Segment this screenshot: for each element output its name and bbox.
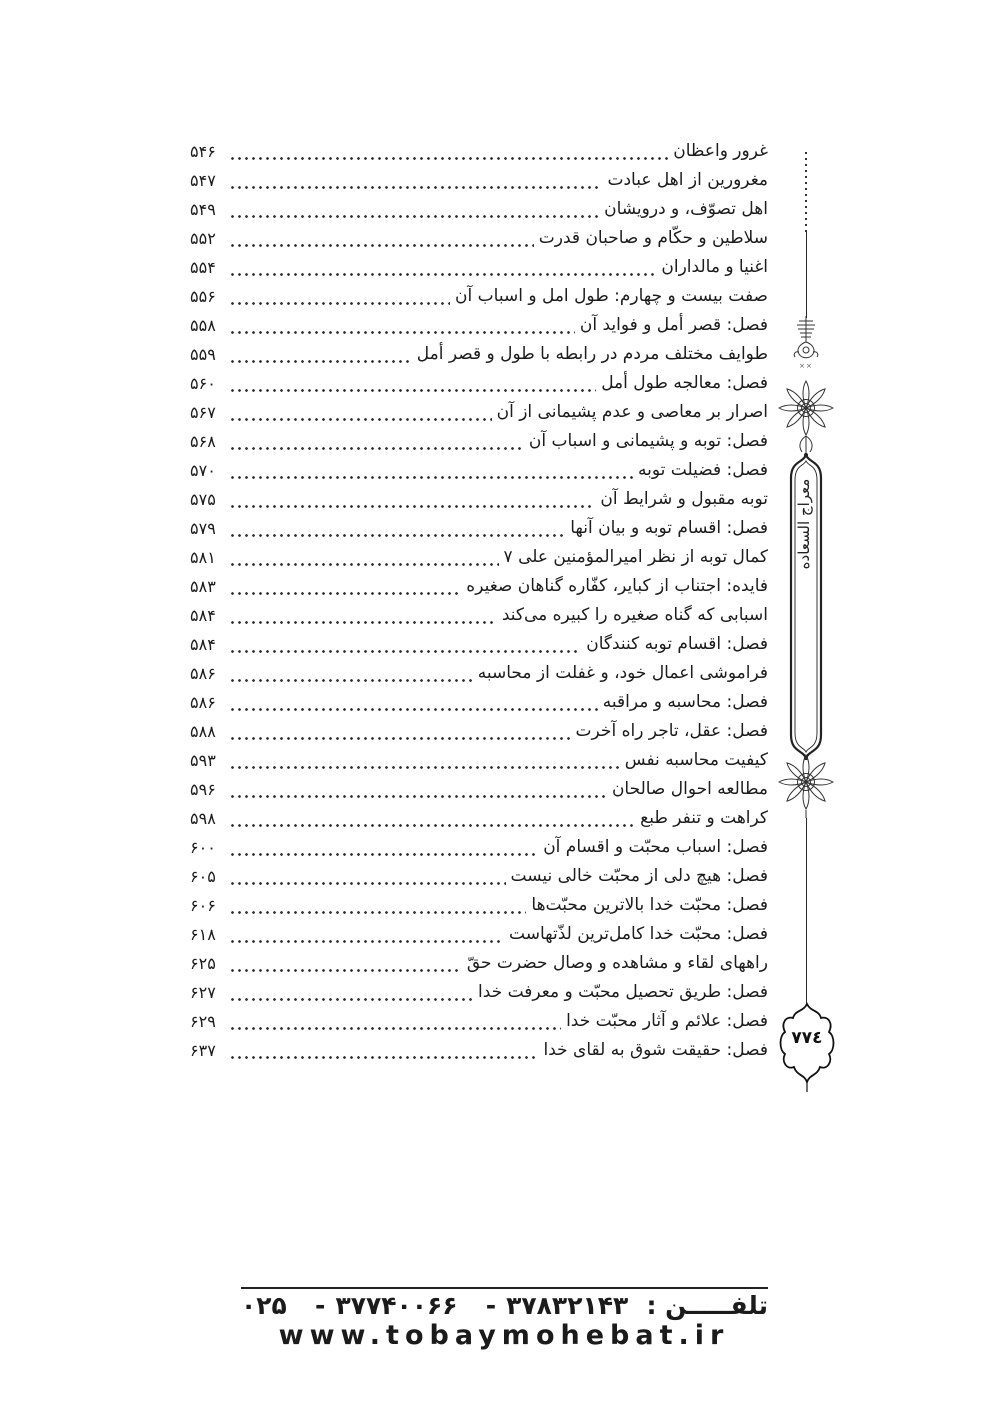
- footer-phone-number: ۳۷۷۴۰۰۶۶: [335, 1291, 458, 1320]
- toc-entry-row: [190, 630, 768, 659]
- toc-page-number: ۵۷۹: [190, 519, 216, 538]
- footer-phone-group: [476, 1292, 628, 1320]
- book-title-text: معراج السعاده: [795, 478, 813, 570]
- toc-page-number: ۵۴۷: [190, 171, 216, 190]
- toc-page-number: ۵۵۴: [190, 258, 216, 277]
- toc-page-number: ۵۷۰: [190, 461, 216, 480]
- toc-leader-dots: [229, 418, 492, 421]
- toc-entry-title: توبه مقبول و شرایط آن: [600, 489, 768, 509]
- toc-entry-row: [190, 456, 768, 485]
- toc-leader-dots: [229, 621, 497, 624]
- toc-page-number: ۵۵۹: [190, 345, 216, 364]
- toc-entry-row: [190, 601, 768, 630]
- toc-entry-title: سلاطین و حکّام و صاحبان قدرت: [538, 228, 768, 248]
- toc-entry-row: [190, 1007, 768, 1036]
- toc-entry-title: غرور واعظان: [673, 141, 768, 161]
- title-cartouche: [784, 453, 828, 760]
- toc-page-number: ۵۹۸: [190, 809, 216, 828]
- toc-entry-title: اغنیا و مالداران: [661, 257, 768, 277]
- toc-leader-dots: [229, 331, 575, 334]
- ornament-dotted-line: [805, 152, 807, 232]
- toc-leader-dots: [229, 592, 461, 595]
- toc-leader-dots: [229, 737, 571, 740]
- toc-entry-title: راههای لقاء و مشاهده و وصال حضرت حقّ: [466, 953, 768, 973]
- toc-entry-row: [190, 978, 768, 1007]
- toc-leader-dots: [229, 360, 412, 363]
- toc-leader-dots: [229, 911, 526, 914]
- toc-entry-title: صفت بیست و چهارم: طول امل و اسباب آن: [455, 286, 768, 306]
- toc-page-number: ۵۵۲: [190, 229, 216, 248]
- toc-entry-title: فایده: اجتناب از کبایر، کفّاره گناهان صغیره: [466, 576, 768, 596]
- toc-entry-row: [190, 1036, 768, 1065]
- toc-page-number: ۶۱۸: [190, 925, 216, 944]
- toc-entry-title: فصل: اسباب محبّت و اقسام آن: [543, 837, 768, 857]
- footer-phone-group: [241, 1292, 287, 1320]
- toc-entry-title: فصل: معالجه طول أمل: [601, 373, 768, 393]
- ornament-vertical-line-bottom: [806, 818, 808, 1004]
- toc-page-number: ۶۳۷: [190, 1041, 216, 1060]
- toc-page-number: ۵۸۶: [190, 693, 216, 712]
- ornament-sprig-icon: [786, 316, 826, 362]
- toc-leader-dots: [229, 650, 581, 653]
- toc-entry-row: [190, 253, 768, 282]
- toc-leader-dots: [229, 244, 534, 247]
- toc-page-number: ۶۰۵: [190, 867, 216, 886]
- toc-page-number: ۶۲۵: [190, 954, 216, 973]
- toc-leader-dots: [229, 505, 595, 508]
- toc-entry-title: کمال توبه از نظر امیرالمؤمنین علی ۷: [503, 547, 768, 567]
- toc-page-number: ۶۲۷: [190, 983, 216, 1002]
- footer-website: www.tobaymohebat.ir: [278, 1320, 730, 1351]
- toc-entry-title: مطالعه احوال صالحان: [611, 779, 768, 799]
- toc-leader-dots: [229, 534, 565, 537]
- toc-entry-title: اهل تصوّف، و درویشان: [604, 199, 768, 219]
- toc-entry-title: فصل: هیچ دلی از محبّت خالی نیست: [510, 866, 768, 886]
- toc-leader-dots: [229, 795, 607, 798]
- toc-leader-dots: [229, 389, 596, 392]
- toc-entry-row: [190, 572, 768, 601]
- toc-leader-dots: [229, 998, 473, 1001]
- toc-leader-dots: [229, 766, 620, 769]
- toc-page-number: ۵۸۱: [190, 548, 216, 567]
- ornament-vertical-line-top: [806, 232, 808, 318]
- toc-page-number: ۵۷۵: [190, 490, 216, 509]
- toc-entry-row: [190, 514, 768, 543]
- toc-entry-row: [190, 427, 768, 456]
- toc-leader-dots: [229, 302, 450, 305]
- toc-leader-dots: [229, 969, 462, 972]
- footer-separator: -: [315, 1291, 326, 1320]
- toc-page-number: ۵۸۸: [190, 722, 216, 741]
- toc-entry-title: فصل: قصر أمل و فواید آن: [579, 315, 768, 335]
- toc-leader-dots: [229, 853, 538, 856]
- ornament-rosette-top-icon: [778, 376, 834, 454]
- toc-entry-title: فصل: حقیقت شوق به لقای خدا: [543, 1040, 768, 1060]
- toc-leader-dots: [229, 273, 656, 276]
- toc-entry-title: فصل: عقل، تاجر راه آخرت: [575, 721, 768, 741]
- toc-entry-title: فصل: محبّت خدا کامل‌ترین لذّتهاست: [509, 924, 768, 944]
- toc-entry-row: [190, 717, 768, 746]
- toc-leader-dots: [229, 824, 635, 827]
- toc-page-number: ۵۶۰: [190, 374, 216, 393]
- footer-phone-label: تلفـــــن :: [646, 1291, 768, 1320]
- toc-leader-dots: [229, 679, 473, 682]
- toc-entry-row: [190, 137, 768, 166]
- footer-divider: [241, 1287, 768, 1289]
- footer-separator: -: [485, 1291, 497, 1320]
- toc-page-number: ۵۵۸: [190, 316, 216, 335]
- toc-entry-row: [190, 659, 768, 688]
- toc-leader-dots: [229, 157, 668, 160]
- toc-page-number: ۵۴۹: [190, 200, 216, 219]
- toc-page-number: ۵۸۴: [190, 635, 216, 654]
- toc-entry-row: [190, 311, 768, 340]
- toc-entry-title: فصل: محاسبه و مراقبه: [602, 692, 768, 712]
- toc-leader-dots: [229, 708, 598, 711]
- toc-entry-row: [190, 282, 768, 311]
- toc-leader-dots: [229, 447, 524, 450]
- footer-phone-line: [241, 1292, 768, 1320]
- ornament-mark-icon: ××: [799, 362, 813, 370]
- toc-entry-row: [190, 746, 768, 775]
- toc-entry-row: [190, 369, 768, 398]
- toc-entry-row: [190, 804, 768, 833]
- toc-page-number: ۵۶۷: [190, 403, 216, 422]
- toc-leader-dots: [229, 1056, 538, 1059]
- ornament-rosette-bottom-icon: [778, 750, 834, 818]
- toc-entry-title: طوایف مختلف مردم در رابطه با طول و قصر أمل: [416, 344, 768, 364]
- toc-page-number: ۵۵۶: [190, 287, 216, 306]
- toc-leader-dots: [229, 940, 504, 943]
- toc-entry-row: [190, 224, 768, 253]
- toc-entry-title: فراموشی اعمال خود، و غفلت از محاسبه: [477, 663, 768, 683]
- toc-entry-row: [190, 775, 768, 804]
- toc-entry-row: [190, 398, 768, 427]
- toc-entry-title: فصل: محبّت خدا بالاترین محبّت‌ها: [531, 895, 768, 915]
- toc-entry-title: مغرورین از اهل عبادت: [607, 170, 768, 190]
- toc-entry-row: [190, 920, 768, 949]
- toc-entry-title: فصل: طریق تحصیل محبّت و معرفت خدا: [478, 982, 768, 1002]
- toc-page-number: ۵۸۳: [190, 577, 216, 596]
- toc-entry-title: اصرار بر معاصی و عدم پشیمانی از آن: [496, 402, 768, 422]
- toc-entry-row: [190, 949, 768, 978]
- toc-entry-title: فصل: توبه و پشیمانی و اسباب آن: [528, 431, 768, 451]
- toc-entry-row: [190, 688, 768, 717]
- toc-entry-row: [190, 195, 768, 224]
- toc-entry-row: [190, 340, 768, 369]
- toc-page-number: ۵۹۶: [190, 780, 216, 799]
- toc-entry-row: [190, 862, 768, 891]
- toc-page-number: ۶۰۰: [190, 838, 216, 857]
- toc-entry-title: فصل: علائم و آثار محبّت خدا: [566, 1011, 768, 1031]
- toc-page-number: ۵۸۴: [190, 606, 216, 625]
- toc-list: [190, 137, 768, 1065]
- page-number-medallion: [776, 1002, 838, 1094]
- toc-entry-row: [190, 543, 768, 572]
- toc-page-number: ۵۹۳: [190, 751, 216, 770]
- toc-leader-dots: [229, 215, 599, 218]
- toc-page-number: ۵۸۶: [190, 664, 216, 683]
- toc-entry-title: فصل: فضیلت توبه: [638, 460, 768, 480]
- toc-leader-dots: [229, 186, 602, 189]
- toc-entry-row: [190, 485, 768, 514]
- toc-entry-title: فصل: اقسام توبه و بیان آنها: [570, 518, 768, 538]
- toc-leader-dots: [229, 1027, 561, 1030]
- toc-entry-title: کیفیت محاسبه نفس: [624, 750, 768, 770]
- toc-page-number: ۶۰۶: [190, 896, 216, 915]
- toc-leader-dots: [229, 563, 499, 566]
- page-number-text: ٧٧٤: [791, 1028, 823, 1048]
- footer-phone-number: ۳۷۸۳۲۱۴۳: [506, 1291, 629, 1320]
- toc-entry-title: اسبابی که گناه صغیره را کبیره می‌کند: [501, 605, 768, 625]
- toc-leader-dots: [229, 476, 633, 479]
- toc-entry-title: کراهت و تنفر طبع: [640, 808, 768, 828]
- toc-entry-title: فصل: اقسام توبه کنندگان: [586, 634, 768, 654]
- toc-entry-row: [190, 833, 768, 862]
- toc-entry-row: [190, 891, 768, 920]
- toc-page-number: ۵۴۶: [190, 142, 216, 161]
- toc-leader-dots: [229, 882, 506, 885]
- footer-phone-number: ۰۲۵: [241, 1291, 287, 1320]
- toc-page-number: ۵۶۸: [190, 432, 216, 451]
- toc-page-number: ۶۲۹: [190, 1012, 216, 1031]
- footer-phone-group: [305, 1292, 457, 1320]
- toc-entry-row: [190, 166, 768, 195]
